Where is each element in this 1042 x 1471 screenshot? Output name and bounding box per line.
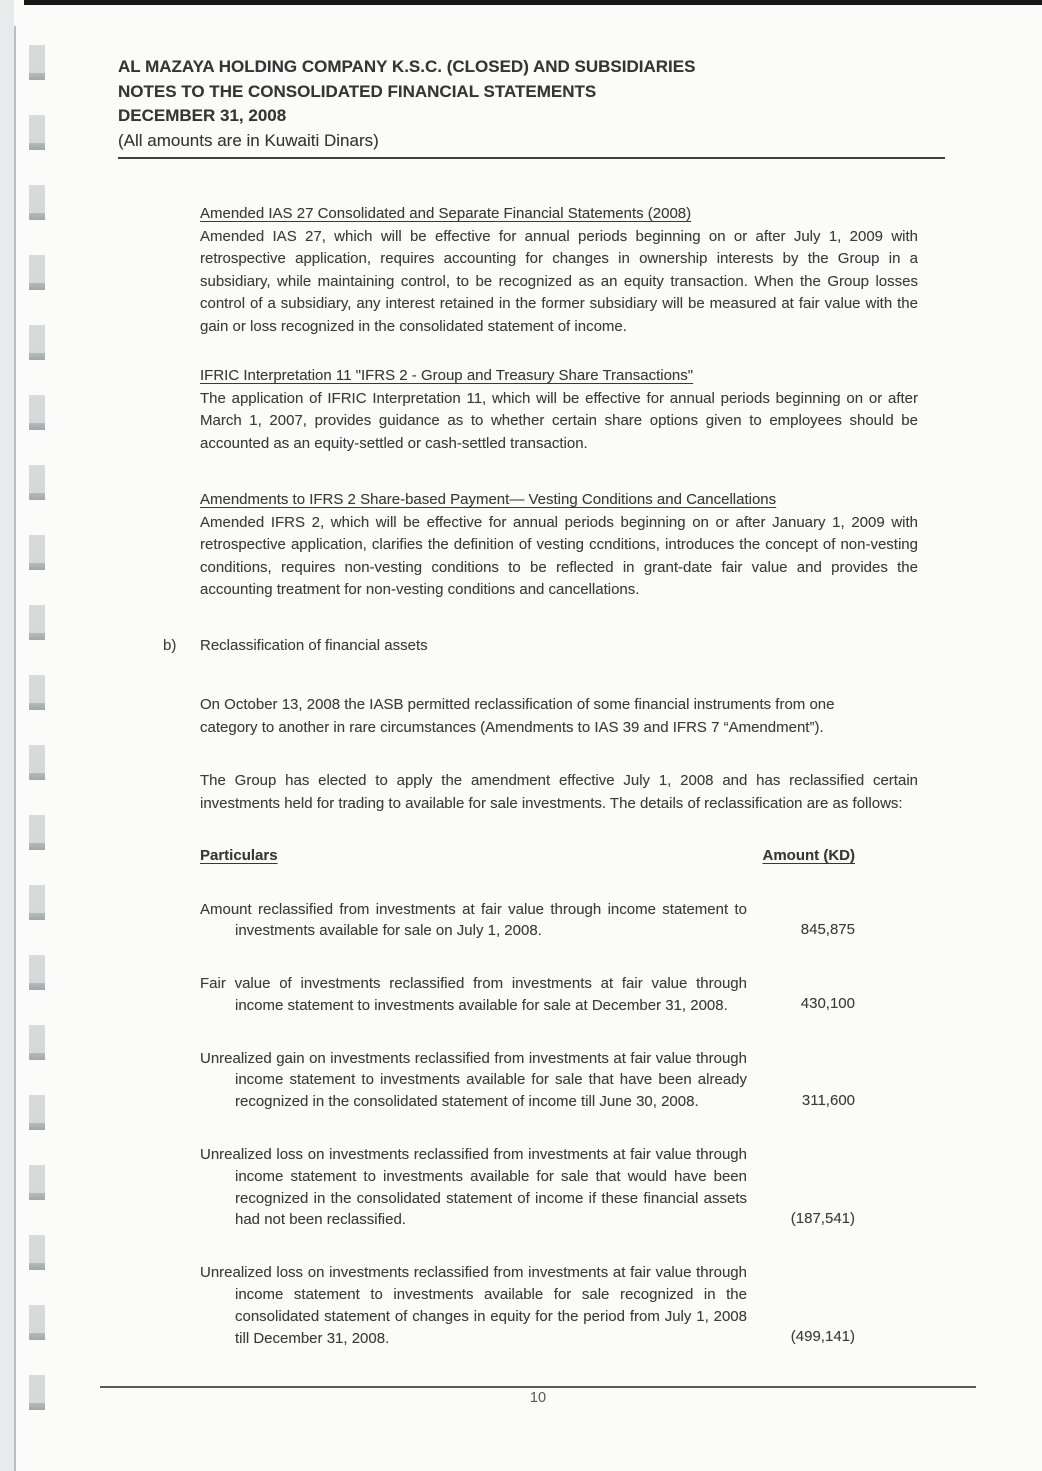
row-particulars: Unrealized loss on investments reclassified from investments at fair value through income statement to investments available for sale recognized in the consolidated statement of changes in equity for the period from July 1, 2008 till December 31, 2008.: [200, 1264, 747, 1347]
page-left-margin-shade: [0, 0, 14, 1471]
section-body: Amended IAS 27, which will be effective for annual periods beginning on or after July 1, 2009 with retrospective application, requires accounting for changes in ownership interests by the Group in a subsidiary, while maintaining control, to be recognized as an equity transaction. When the Group losses control of a subsidiary, any interest retained in the former subsidiary will be measured at fair value with the gain or loss recognized in the consolidated statement of income.: [200, 227, 918, 335]
reclassification-table: [200, 845, 855, 1349]
row-particulars: Amount reclassified from investments at fair value through income statement to investments available for sale on July 1, 2008.: [200, 900, 747, 940]
table-header-amount: Amount (KD): [762, 847, 855, 864]
section-heading: IFRIC Interpretation 11 "IFRS 2 - Group and Treasury Share Transactions": [200, 367, 694, 384]
list-item-b: [163, 635, 945, 658]
row-amount: 311,600: [801, 1091, 855, 1109]
footer-rule: [100, 1386, 976, 1388]
table-header-particulars: Particulars: [200, 847, 278, 864]
section-body: The application of IFRIC Interpretation 11, which will be effective for annual periods beginning on or after March 1, 2007, provides guidance as to whether certain share options given to employees should be accounted as an equity-settled or cash-settled transaction.: [200, 389, 918, 452]
section-body: Amended IFRS 2, which will be effective for annual periods beginning on or after January 1, 2009 with retrospective application, clarifies the definition of vesting ccnditions, introduces the concept of non-vesting conditions, requires non-vesting conditions to be reflected in grant-date fair value and provides the accounting treatment for non-vesting conditions and cancellations.: [200, 513, 918, 598]
row-amount: 430,100: [800, 995, 855, 1013]
row-particulars: Fair value of investments reclassified from investments at fair value through income statement to investments available for sale at December 31, 2008.: [200, 975, 747, 1014]
currency-note: (All amounts are in Kuwaiti Dinars): [118, 130, 379, 150]
row-amount: (187,541): [790, 1209, 855, 1227]
table-row: [200, 973, 855, 1017]
page-number: 10: [529, 1390, 547, 1406]
report-date: DECEMBER 31, 2008: [118, 106, 287, 125]
company-name: AL MAZAYA HOLDING COMPANY K.S.C. (CLOSED) AND SUBSIDIARIES: [118, 57, 696, 76]
table-header-row: [200, 845, 855, 868]
document-title: NOTES TO THE CONSOLIDATED FINANCIAL STATEMENTS: [118, 81, 597, 101]
paragraph-group-elected: The Group has elected to apply the amendment effective July 1, 2008 and has reclassified certain investments held for trading to available for sale investments. The details of reclassification are as follows:: [200, 772, 918, 812]
section-ifric11: [200, 365, 918, 455]
page-content: [118, 55, 945, 1349]
table-row: [200, 899, 855, 943]
paragraph-iasb: On October 13, 2008 the IASB permitted reclassification of some financial instruments from one category to another in rare circumstances (Amendments to IAS 39 and IFRS 7 “Amendment”).: [200, 696, 835, 736]
row-amount: (499,141): [790, 1327, 855, 1345]
page-left-edge-line: [14, 26, 16, 1471]
list-item-title: Reclassification of financial assets: [200, 636, 428, 654]
section-ifrs2: [200, 489, 918, 602]
row-amount: 845,875: [800, 920, 855, 938]
document-header: [118, 55, 945, 153]
section-heading: Amended IAS 27 Consolidated and Separate Financial Statements (2008): [200, 205, 692, 222]
table-row: [200, 1262, 855, 1349]
row-particulars: Unrealized gain on investments reclassified from investments at fair value through income statement to investments available for sale that have been already recognized in the consolidated statement of income till June 30, 2008.: [200, 1049, 747, 1111]
header-rule: [118, 157, 945, 159]
table-row: [200, 1144, 855, 1231]
list-item-marker: b): [163, 636, 177, 654]
scan-edge-bar: [24, 0, 1042, 5]
binder-hole-strip: [29, 45, 45, 1440]
table-row: [200, 1048, 855, 1113]
section-heading: Amendments to IFRS 2 Share-based Payment— Vesting Conditions and Cancellations: [200, 491, 777, 508]
row-particulars: Unrealized loss on investments reclassified from investments at fair value through income statement to investments available for sale that would have been recognized in the consolidated statement of income if these financial assets had not been reclassified.: [200, 1146, 747, 1229]
section-ias27: [200, 203, 918, 338]
